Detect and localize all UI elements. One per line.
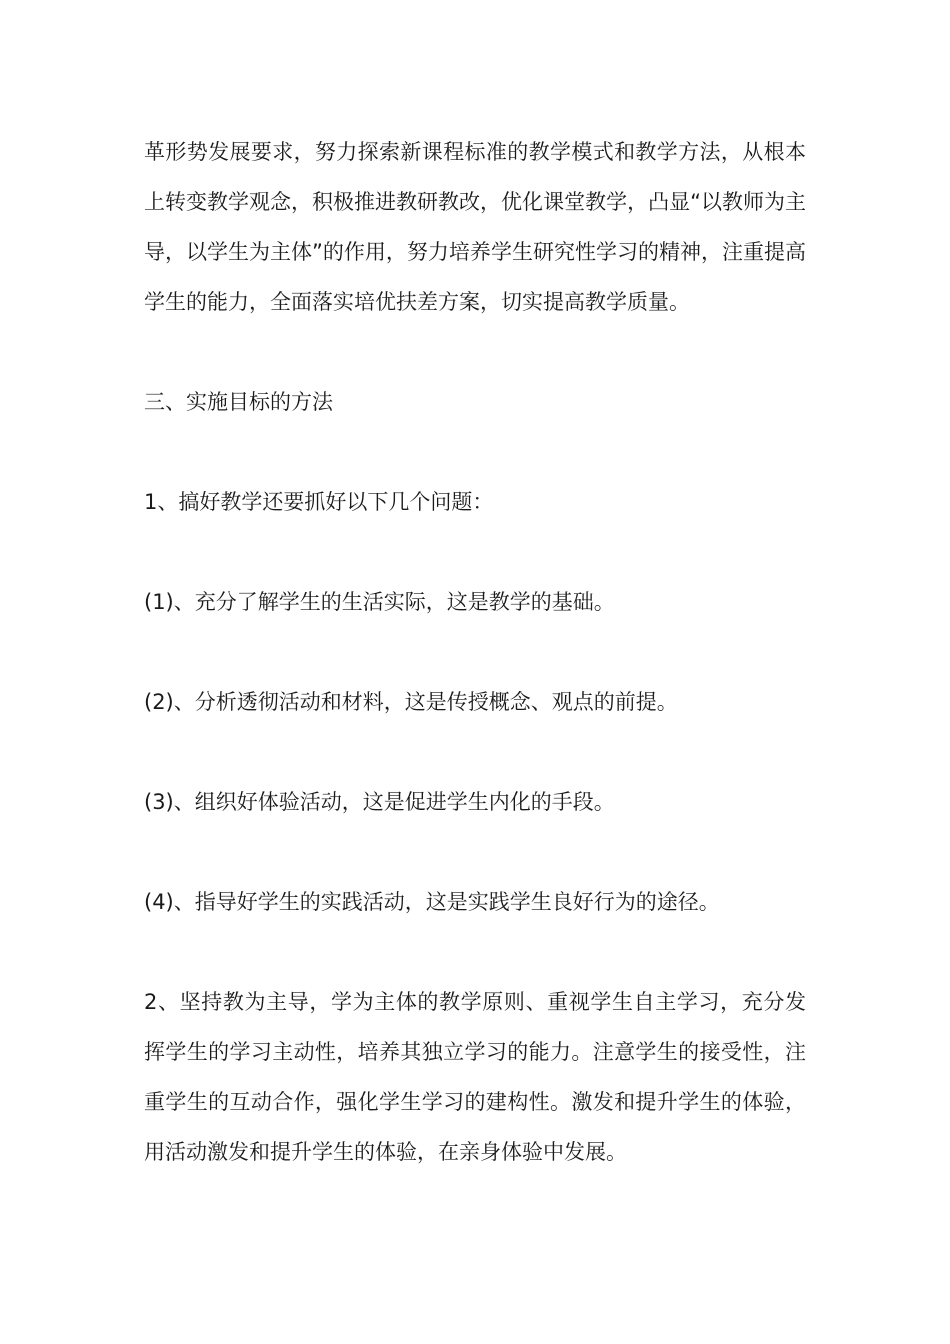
paragraph-item-1: 1、搞好教学还要抓好以下几个问题：	[144, 490, 494, 514]
paragraph-item-2: 2、坚持教为主导，学为主体的教学原则、重视学生自主学习，充分发挥学生的学习主动性，培养其独立学习的能力。注意学生的接受性，注重学生的互动合作，强化学生学习的建构性。激发和提升学生的体验，用活动激发和提升学生的体验，在亲身体验中发展。	[144, 990, 806, 1164]
paragraph-subitem-2: (2)、分析透彻活动和材料，这是传授概念、观点的前提。	[144, 690, 678, 714]
paragraph-intro-continuation: 革形势发展要求，努力探索新课程标准的教学模式和教学方法，从根本上转变教学观念，积极推进教研教改，优化课堂教学，凸显“以教师为主导，以学生为主体”的作用，努力培养学生研究性学习的精神，注重提高学生的能力，全面落实培优扶差方案，切实提高教学质量。	[144, 140, 806, 314]
paragraph-subitem-1: (1)、充分了解学生的生活实际，这是教学的基础。	[144, 590, 615, 614]
section-heading-methods: 三、实施目标的方法	[144, 390, 333, 414]
document-body	[144, 127, 806, 1177]
paragraph-subitem-3: (3)、组织好体验活动，这是促进学生内化的手段。	[144, 790, 615, 814]
paragraph-subitem-4: (4)、指导好学生的实践活动，这是实践学生良好行为的途径。	[144, 890, 720, 914]
